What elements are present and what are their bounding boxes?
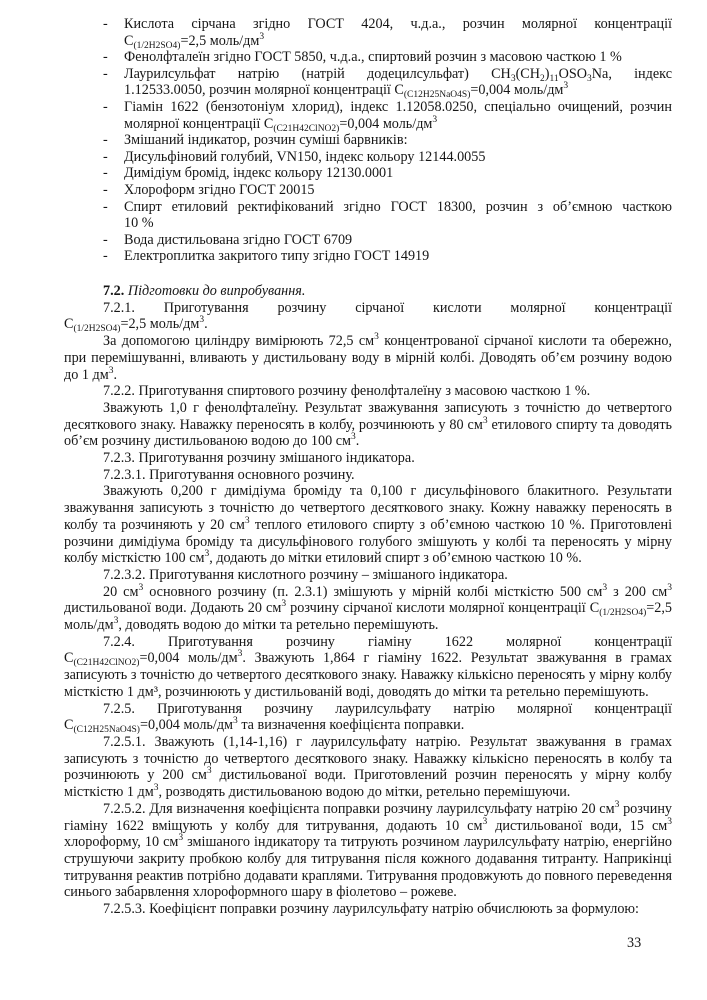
subsection-heading-7-2-2: 7.2.2. Приготування спиртового розчину фенолфталеїну з масовою часткою 1 %. <box>103 383 591 400</box>
bullet-dash: - <box>103 132 108 149</box>
paragraph-7-2-5-3: 7.2.5.3. Коефіцієнт поправки розчину лаурилсульфату натрію обчислюють за формулою: <box>103 901 639 918</box>
section-heading: 7.2. Підготовки до випробування. <box>103 283 306 299</box>
bullet-dash: - <box>103 181 108 198</box>
page-number: 33 <box>627 935 642 951</box>
subsection-heading-7-2-1: 7.2.1. Приготування розчину сірчаної кислоти молярної концентрації <box>103 299 672 316</box>
list-item: - Електроплитка закритого типу згідно ГОСТ 14919 <box>103 248 430 265</box>
list-item: - Фенолфталеїн згідно ГОСТ 5850, ч.д.а., спиртовий розчин з масовою часткою 1 % <box>103 49 622 66</box>
bullet-dash: - <box>103 248 108 265</box>
list-item: - Гіамін 1622 (бензотоніум хлорид), індекс 1.12058.0250, спеціально очищений, розчин молярної концентрації $C_{(C21H42ClNO2)}=0,004$ моль/$дм^3$ <box>103 98 672 134</box>
section-body: 7.2. Підготовки до випробування. 7.2.1. Приготування розчину сірчаної кислоти молярної концентрації $C_{(1/2H2SO4)}=2,5$ моль/$дм^3$. За допомогою циліндру вимірюють 72,5 $см^3$ концентрованої сірчаної кислоти та обережно, при перемішуванні, вливають у дистильовану воду в мірній колбі. Доводять об’єм розчину водою до 1 $дм^3$. 7.2.2. Приготування спиртового розчину фенолфталеїну з масовою часткою 1 %. Зважують 1,0 г фенолфталеїну. Результат зважування записують з точністю до четвертого десяткового знаку. Наважку переносять в колбу, розчинюють у 80 $см^3$ етилового спирту та доводять об’єм розчину дистильованою водою до 100 $см^3$. 7.2.3. Приготування розчину змішаного індикатора. 7.2.3.1. Приготування основного розчину. Зважують 0,200 г димідіума броміду та 0,100 г дисульфінового блакитного. Результати зважування записують з точністю до четвертого десяткового знаку. Кожну наважку переносять в колбу та розчиняють у 20 $см^3$ теплого етилового спирту з об’ємною часткою 10 %. Приготовлені розчини димідіума броміду та дисульфінового голубого змішують у колбі та переносять у мірну колбу місткістю 100 $см^3$, додають до мітки етиловий спирт з об’ємною часткою 10 %. 7.2.3.2. Приготування кислотного розчину – змішаного індикатора. 20 $см^3$ основного розчину (п. 2.3.1) змішують у мірній колбі місткістю 500 $см^3$ з 200 $см^3$ дистильованої води. Додають 20 $см^3$ розчину сірчаної кислоти молярної концентрації $C_{(1/2H2SO4)}=2,5$ моль/$дм^3$, доводять водою до мітки та ретельно перемішують. 7.2.4. Приготування розчину гіаміну 1622 молярної концентрації $C_{(C21H42ClNO2)}=0,004$ моль/$дм^3$. Зважують 1,864 г гіаміну 1622. Результат зважування в грамах записують з точністю до четвертого десяткового знаку. Наважку кількісно переносять у мірну колбу місткістю 1 дм³, розчинюють у дистильованій воді, доводять до мітки та ретельно перемішують. 7.2.5. Приготування розчину лаурилсульфату натрію молярної концентрації $C_{(C12H25NaO4S)}=0,004$ моль/$дм^3$ та визначення коефіцієнта поправки. 7.2.5.1. Зважують (1,14-1,16) г лаурилсульфату натрію. Результат зважування в грамах записують з точністю до четвертого десяткового знаку. Наважку кількісно переносять в колбу та розчинюють у 200 $см^3$ дистильованої води. Приготовлений розчин переносять у мірну колбу місткістю 1 $дм^3$, розводять дистильованою водою до мітки, ретельно перемішуючи. 7.2.5.2. Для визначення коефіцієнта поправки розчину лаурилсульфату натрію 20 $см^3$ розчину гіаміну 1622 вміщують у колбу для титрування, додають 10 $см^3$ дистильованої води, 15 $см^3$ хлороформу, 10 $см^3$ змішаного індикатору та титрують розчином лаурилсульфату натрію, енергійно струшуючи закриту пробкою колбу для титрування після кожного додавання титранту. Наприкінці титрування реактив потрібно додавати краплями. Титрування продовжують до повного переведення синього забарвлення хлороформного шару в фіолетово – рожеве. 7.2.5.3. Коефіцієнт поправки розчину лаурилсульфату натрію обчислюють за формулою: <box>64 283 673 918</box>
list-item: - Вода дистильована згідно ГОСТ 6709 <box>103 231 353 248</box>
bullet-dash: - <box>103 165 108 182</box>
paragraph: $C_{(C21H42ClNO2)}=0,004$ моль/$дм^3$. Зважують 1,864 г гіаміну 1622. Результат зважування в грамах записують з точністю до четвертого десяткового знаку. Наважку кількісно переносять у мірну колбу місткістю 1 дм³, розчинюють у дистильованій воді, доводять до мітки та ретельно перемішують. <box>64 649 672 700</box>
bullet-dash: - <box>103 148 108 165</box>
list-item: - Лаурилсульфат натрію (натрій додецилсульфат) $CH_3(CH_2)_{11}OSO_3Na$, індекс 1.12533.0050, розчин молярної концентрації $C_{(C12H25NaO4S)}=0,004$ моль/$дм^3$ <box>103 65 672 101</box>
subsection-heading-7-2-5: 7.2.5. Приготування розчину лаурилсульфату натрію молярної концентрації <box>103 700 672 717</box>
bullet-dash: - <box>103 231 108 248</box>
bullet-dash: - <box>103 98 108 115</box>
subsection-heading-7-2-3: 7.2.3. Приготування розчину змішаного індикатора. <box>103 450 415 467</box>
bullet-dash: - <box>103 16 108 32</box>
paragraph-7-2-5-1: 7.2.5.1. Зважують (1,14-1,16) г лаурилсульфату натрію. Результат зважування в грамах записують з точністю до четвертого десяткового знаку. Наважку кількісно переносять в колбу та розчинюють у 200 $см^3$ дистильованої води. Приготовлений розчин переносять у мірну колбу місткістю 1 $дм^3$, розводять дистильованою водою до мітки, ретельно перемішуючи. <box>64 733 672 801</box>
paragraph: Зважують 0,200 г димідіума броміду та 0,100 г дисульфінового блакитного. Результати зважування записують з точністю до четвертого десяткового знаку. Кожну наважку переносять в колбу та розчиняють у 20 $см^3$ теплого етилового спирту з об’ємною часткою 10 %. Приготовлені розчини димідіума броміду та дисульфінового голубого змішують у колбі та переносять у мірну колбу місткістю 100 $см^3$, додають до мітки етиловий спирт з об’ємною часткою 10 %. <box>64 483 673 567</box>
list-item: - Димідіум бромід, індекс кольору 12130.0001 <box>103 165 394 182</box>
paragraph-7-2-5-2: 7.2.5.2. Для визначення коефіцієнта поправки розчину лаурилсульфату натрію 20 $см^3$ розчину гіаміну 1622 вміщують у колбу для титрування, додають 10 $см^3$ дистильованої води, 15 $см^3$ хлороформу, 10 $см^3$ змішаного індикатору та титрують розчином лаурилсульфату натрію, енергійно струшуючи закриту пробкою колбу для титрування після кожного додавання титранту. Наприкінці титрування реактив потрібно додавати краплями. Титрування продовжують до повного переведення синього забарвлення хлороформного шару в фіолетово – рожеве. <box>64 799 673 901</box>
subsection-heading-7-2-3-2: 7.2.3.2. Приготування кислотного розчину – змішаного індикатора. <box>103 566 508 583</box>
paragraph: За допомогою циліндру вимірюють 72,5 $см^3$ концентрованої сірчаної кислоти та обережно, при перемішуванні, вливають у дистильовану воду в мірній колбі. Доводять об’єм розчину водою до 1 $дм^3$. <box>64 332 672 383</box>
paragraph: Зважують 1,0 г фенолфталеїну. Результат зважування записують з точністю до четвертого десяткового знаку. Наважку переносять в колбу, розчинюють у 80 $см^3$ етилового спирту та доводять об’єм розчину дистильованою водою до 100 $см^3$. <box>64 399 673 450</box>
subsection-heading-7-2-3-1: 7.2.3.1. Приготування основного розчину. <box>103 466 355 483</box>
list-item: - Кислота сірчана згідно ГОСТ 4204, ч.д.а., розчин молярної концентрації $C_{(1/2H2SO4)}=2,5$ моль/$дм^3$ <box>103 16 672 51</box>
materials-list <box>100 16 672 265</box>
bullet-dash: - <box>103 65 108 82</box>
bullet-dash: - <box>103 49 108 66</box>
list-item: - Дисульфіновий голубий, VN150, індекс кольору 12144.0055 <box>103 148 486 165</box>
paragraph: 20 $см^3$ основного розчину (п. 2.3.1) змішують у мірній колбі місткістю 500 $см^3$ з 200 $см^3$ дистильованої води. Додають 20 $см^3$ розчину сірчаної кислоти молярної концентрації $C_{(1/2H2SO4)}=2,5$ моль/$дм^3$, доводять водою до мітки та ретельно перемішують. <box>64 582 672 634</box>
bullet-dash: - <box>103 198 108 215</box>
list-item: - Спирт етиловий ректифікований згідно ГОСТ 18300, розчин з об’ємною часткою 10 % <box>103 198 672 232</box>
list-item: - Змішаний індикатор, розчин суміші барвників: <box>103 132 408 149</box>
list-item: - Хлороформ згідно ГОСТ 20015 <box>103 181 315 198</box>
subsection-heading-7-2-4: 7.2.4. Приготування розчину гіаміну 1622 молярної концентрації <box>103 633 672 650</box>
